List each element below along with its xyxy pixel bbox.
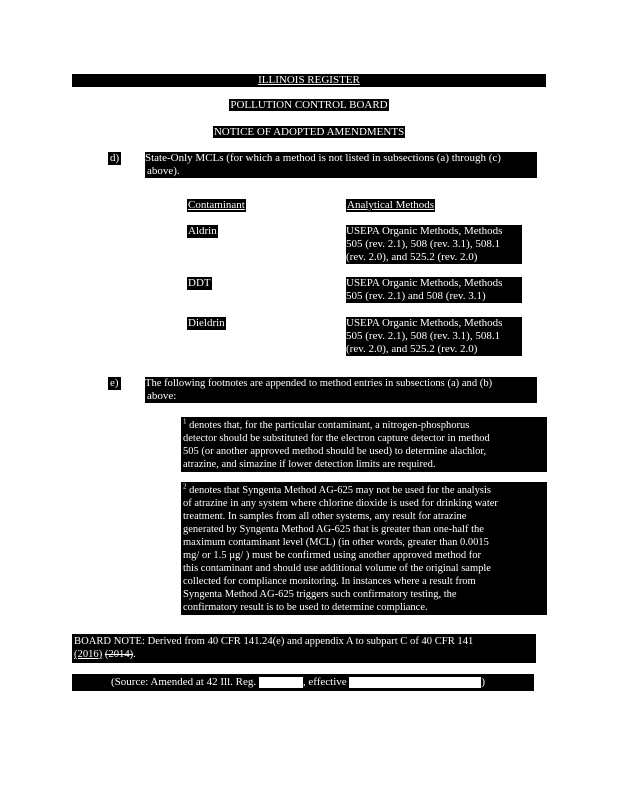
footnote-2-line: denotes that Syngenta Method AG-625 may not be used for the analysis bbox=[186, 485, 491, 496]
board-note-year-new: (2016) bbox=[74, 649, 103, 660]
source-suffix: ) bbox=[481, 676, 486, 688]
board-title: POLLUTION CONTROL BOARD bbox=[230, 99, 388, 111]
method-line: (rev. 2.0), and 525.2 (rev. 2.0) bbox=[346, 251, 478, 263]
footnote-1-number: 1 bbox=[183, 417, 187, 426]
table-row-dieldrin-methods bbox=[346, 317, 522, 356]
table-row-ddt-contaminant: DDT bbox=[188, 277, 211, 289]
board-note-line1: BOARD NOTE: Derived from 40 CFR 141.24(e) and appendix A to subpart C of 40 CFR 141 bbox=[74, 636, 474, 647]
method-line: USEPA Organic Methods, Methods bbox=[346, 225, 503, 237]
method-line: 505 (rev. 2.1), 508 (rev. 3.1), 508.1 bbox=[346, 330, 501, 342]
footnote-2-line: treatment. In samples from all other systems, any result for atrazine bbox=[183, 511, 467, 522]
notice-title-wrap bbox=[0, 126, 618, 139]
table-col-methods: Analytical Methods bbox=[347, 199, 435, 211]
method-line: USEPA Organic Methods, Methods bbox=[346, 277, 503, 289]
footnote-2-line: of atrazine in any system where chlorine dioxide is used for drinking water bbox=[183, 498, 498, 509]
source-blank-date bbox=[349, 677, 481, 688]
section-e-marker: e) bbox=[110, 377, 119, 389]
section-e-text bbox=[145, 377, 537, 403]
section-d-text bbox=[145, 152, 537, 178]
footnote-2-line: mg/ or 1.5 µg/ ) must be confirmed using another approved method for bbox=[183, 550, 481, 561]
table-row-dieldrin-contaminant: Dieldrin bbox=[188, 317, 225, 329]
section-d-line2: above). bbox=[147, 165, 180, 177]
footnote-1 bbox=[181, 417, 547, 472]
footnote-2-line: Syngenta Method AG-625 triggers such confirmatory testing, the bbox=[183, 589, 457, 600]
notice-title: NOTICE OF ADOPTED AMENDMENTS bbox=[213, 126, 405, 138]
footnote-1-line: 505 (or another approved method should be used) to determine alachlor, bbox=[183, 446, 487, 457]
method-line: 505 (rev. 2.1) and 508 (rev. 3.1) bbox=[346, 290, 486, 302]
method-line: (rev. 2.0), and 525.2 (rev. 2.0) bbox=[346, 343, 478, 355]
register-title: ILLINOIS REGISTER bbox=[258, 74, 360, 86]
source-blank-register bbox=[259, 677, 303, 688]
footnote-2-line: this contaminant and should use additional volume of the original sample bbox=[183, 563, 491, 574]
board-note bbox=[72, 634, 536, 663]
section-e-line2: above: bbox=[147, 390, 177, 402]
board-title-wrap bbox=[0, 99, 618, 112]
footnote-2-line: confirmatory result is to be used to determine compliance. bbox=[183, 602, 428, 613]
board-note-year-old: (2014) bbox=[104, 649, 134, 660]
source-line bbox=[72, 674, 534, 691]
footnote-2 bbox=[181, 482, 547, 615]
section-d-line1: State-Only MCLs (for which a method is not listed in subsections (a) through (c) bbox=[145, 152, 501, 164]
footnote-2-number: 2 bbox=[183, 482, 187, 491]
section-e-line1: The following footnotes are appended to method entries in subsections (a) and (b) bbox=[145, 378, 493, 389]
table-row-aldrin-methods bbox=[346, 225, 522, 264]
table-row-ddt-methods bbox=[346, 277, 522, 303]
footnote-1-line: detector should be substituted for the electron capture detector in method bbox=[183, 433, 490, 444]
source-mid: , effective bbox=[302, 676, 347, 688]
method-line: 505 (rev. 2.1), 508 (rev. 3.1), 508.1 bbox=[346, 238, 501, 250]
footnote-1-line: atrazine, and simazine if lower detection limits are required. bbox=[183, 459, 436, 470]
source-prefix: (Source: Amended at 42 Ill. Reg. bbox=[111, 676, 257, 688]
register-title-wrap bbox=[72, 74, 546, 87]
board-note-end: . bbox=[133, 649, 136, 660]
section-d-marker: d) bbox=[110, 152, 120, 164]
footnote-2-line: collected for compliance monitoring. In instances where a result from bbox=[183, 576, 476, 587]
footnote-1-line: denotes that, for the particular contaminant, a nitrogen-phosphorus bbox=[186, 420, 470, 431]
table-col-contaminant: Contaminant bbox=[188, 199, 245, 211]
footnote-2-line: generated by Syngenta Method AG-625 that is greater than one-half the bbox=[183, 524, 484, 535]
table-row-aldrin-contaminant: Aldrin bbox=[188, 225, 217, 237]
footnote-2-line: maximum contaminant level (MCL) (in other words, greater than 0.0015 bbox=[183, 537, 489, 548]
method-line: USEPA Organic Methods, Methods bbox=[346, 317, 503, 329]
